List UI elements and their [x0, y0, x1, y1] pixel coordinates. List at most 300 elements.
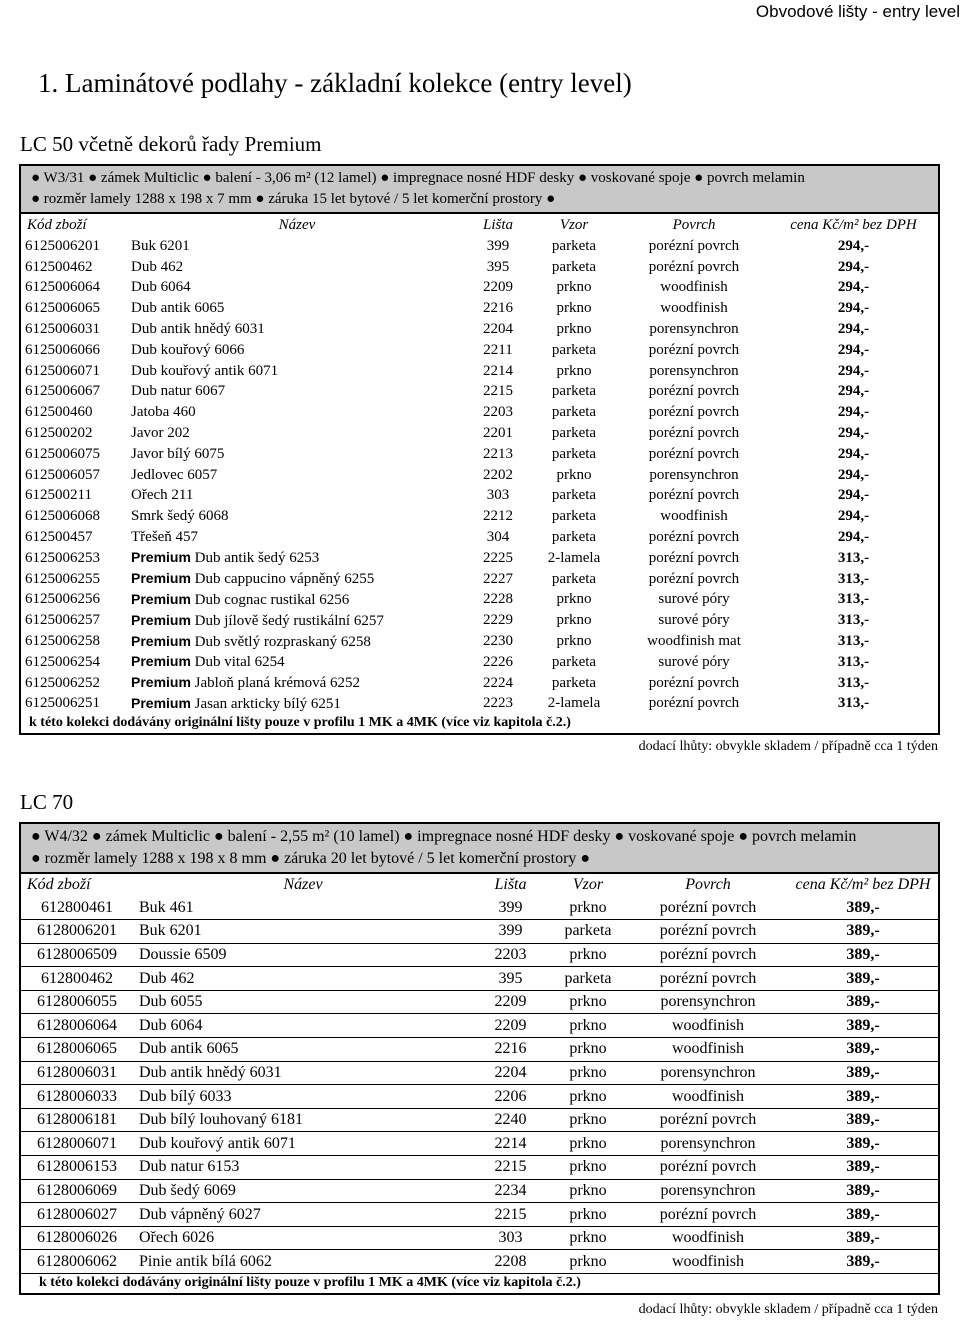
table-row	[21, 896, 938, 920]
product-surface: porézní povrch	[648, 383, 740, 400]
product-pattern: prkno	[548, 943, 628, 967]
product-code: 6128006181	[21, 1108, 133, 1132]
product-code: 6125006251	[25, 695, 100, 712]
product-name	[127, 506, 467, 527]
product-name-text: Dub antik šedý 6253	[190, 550, 320, 567]
product-code: 6128006033	[21, 1085, 133, 1109]
description-line: ● W4/32 ● zámek Multiclic ● balení - 2,55 m² (10 lamel) ● impregnace nosné HDF desky ● voskované spoje ● povrch melamin	[31, 828, 857, 845]
table-row	[21, 590, 938, 611]
product-lista: 2213	[483, 445, 513, 462]
product-name	[127, 652, 467, 673]
product-lista: 2224	[483, 674, 513, 691]
product-name-text: Dub antik hnědý 6031	[139, 1063, 282, 1081]
delivery-note: dodací lhůty: obvykle skladem / případně cca 1 týden	[638, 1302, 938, 1317]
premium-label: Premium	[131, 590, 191, 607]
product-name-text: Třešeň 457	[131, 529, 199, 546]
product-price: 313,-	[837, 549, 870, 566]
table-row	[21, 257, 938, 278]
product-lista: 2204	[483, 321, 513, 338]
product-pattern: parketa	[551, 674, 597, 691]
product-price: 313,-	[837, 633, 870, 650]
product-code: 6125006258	[25, 633, 100, 650]
header-price: cena Kč/m² bez DPH	[790, 216, 917, 233]
product-pattern: prkno	[556, 279, 592, 296]
product-lista: 303	[473, 1226, 548, 1250]
product-name-text: Jasan arkticky bílý 6251	[190, 695, 341, 712]
product-code: 6128006509	[21, 943, 133, 967]
table-row	[21, 1085, 938, 1109]
product-lista: 2202	[483, 466, 513, 483]
table-row	[21, 298, 938, 319]
product-pattern: parketa	[548, 967, 628, 991]
product-code: 612500211	[25, 487, 92, 504]
product-code: 6128006069	[21, 1179, 133, 1203]
product-pattern: parketa	[551, 425, 597, 442]
product-name-text: Dub 6064	[139, 1016, 203, 1034]
product-code: 6128006201	[21, 920, 133, 944]
product-code: 6125006252	[25, 674, 100, 691]
product-name	[133, 1226, 473, 1250]
product-name-text: Buk 6201	[131, 237, 190, 254]
product-price: 389,-	[788, 1226, 938, 1250]
product-pattern: parketa	[551, 570, 597, 587]
product-name	[127, 590, 467, 611]
product-surface: porézní povrch	[648, 695, 740, 712]
product-price: 294,-	[837, 300, 870, 317]
product-pattern: parketa	[551, 341, 597, 358]
page-header-right: Obvodové lišty - entry level	[755, 2, 960, 21]
header-price: cena Kč/m² bez DPH	[795, 876, 931, 893]
product-pattern: parketa	[551, 487, 597, 504]
product-block-lc70	[19, 822, 940, 1295]
table-row	[21, 382, 938, 403]
product-price: 294,-	[837, 487, 870, 504]
product-surface: porézní povrch	[648, 445, 740, 462]
product-pattern: parketa	[551, 404, 597, 421]
product-name	[127, 673, 467, 694]
product-name	[127, 423, 467, 444]
premium-label: Premium	[131, 694, 191, 711]
table-row	[21, 319, 938, 340]
product-name-text: Dub 6055	[139, 993, 203, 1011]
product-lista: 2234	[473, 1179, 548, 1203]
product-code: 6128006065	[21, 1038, 133, 1062]
table-row	[21, 673, 938, 694]
product-code: 6125006075	[25, 445, 100, 462]
product-name	[133, 1038, 473, 1062]
product-description	[21, 824, 938, 874]
product-name-text: Dub kouřový antik 6071	[139, 1134, 296, 1152]
header-name: Název	[278, 216, 316, 233]
table-row	[21, 694, 938, 715]
product-surface: surové póry	[658, 653, 730, 670]
product-surface: porézní povrch	[648, 341, 740, 358]
product-surface: porensynchron	[628, 1179, 788, 1203]
table-row	[21, 444, 938, 465]
product-name	[127, 569, 467, 590]
product-block-lc50	[19, 164, 940, 735]
premium-label: Premium	[131, 632, 191, 649]
product-code: 6128006031	[21, 1061, 133, 1085]
product-name-text: Dub natur 6153	[139, 1158, 240, 1176]
product-lista: 399	[473, 920, 548, 944]
product-name	[133, 920, 473, 944]
product-name-text: Dub 6064	[131, 279, 191, 296]
product-lista: 2227	[483, 570, 513, 587]
product-lista: 2208	[473, 1250, 548, 1274]
product-price: 294,-	[837, 508, 870, 525]
table-row	[21, 278, 938, 299]
product-name	[127, 527, 467, 548]
description-line: ● rozměr lamely 1288 x 198 x 7 mm ● záruka 15 let bytové / 5 let komerční prostory ●	[31, 191, 556, 207]
product-name-text: Dub antik hnědý 6031	[131, 321, 265, 338]
product-name	[127, 486, 467, 507]
product-name	[127, 548, 467, 569]
product-name-text: Jatoba 460	[131, 404, 196, 421]
product-surface: porézní povrch	[648, 570, 740, 587]
product-name	[127, 610, 467, 631]
product-name-text: Jabloň planá krémová 6252	[190, 675, 361, 692]
product-name-text: Ořech 6026	[139, 1229, 215, 1247]
product-code: 6128006026	[21, 1226, 133, 1250]
product-code: 612500462	[25, 258, 93, 275]
product-pattern: prkno	[556, 591, 592, 608]
table-row	[21, 652, 938, 673]
product-table	[21, 214, 938, 714]
table-row	[21, 920, 938, 944]
product-name-text: Dub kouřový 6066	[131, 341, 245, 358]
description-line: ● rozměr lamely 1288 x 198 x 8 mm ● záruka 20 let bytové / 5 let komerční prostory ●	[31, 850, 591, 867]
header-povrch: Povrch	[672, 216, 716, 233]
product-pattern: prkno	[548, 1156, 628, 1180]
product-surface: porézní povrch	[628, 896, 788, 920]
product-surface: woodfinish	[628, 1085, 788, 1109]
product-lista: 2209	[473, 1014, 548, 1038]
table-row	[21, 610, 938, 631]
product-lista: 2215	[473, 1203, 548, 1227]
product-surface: porézní povrch	[648, 529, 740, 546]
section-title-lc70: LC 70	[20, 790, 74, 814]
product-price: 389,-	[788, 1132, 938, 1156]
product-pattern: prkno	[548, 1108, 628, 1132]
product-price: 389,-	[788, 967, 938, 991]
product-surface: surové póry	[658, 612, 730, 629]
product-lista: 2214	[473, 1132, 548, 1156]
product-lista: 2230	[483, 633, 513, 650]
product-description	[21, 166, 938, 214]
product-price: 294,-	[837, 362, 870, 379]
product-name	[133, 1250, 473, 1274]
product-lista: 2228	[483, 591, 513, 608]
product-name-text: Javor 202	[131, 425, 190, 442]
product-code: 6125006067	[25, 383, 100, 400]
product-lista: 2206	[473, 1085, 548, 1109]
product-name	[127, 631, 467, 652]
premium-label: Premium	[131, 611, 191, 628]
product-pattern: parketa	[548, 920, 628, 944]
product-name-text: Dub cognac rustikal 6256	[190, 591, 350, 608]
product-price: 294,-	[837, 466, 870, 483]
product-price: 389,-	[788, 990, 938, 1014]
product-name	[133, 896, 473, 920]
product-name-text: Jedlovec 6057	[131, 466, 218, 483]
product-price: 389,-	[788, 1061, 938, 1085]
product-name	[133, 1156, 473, 1180]
product-lista: 2212	[483, 508, 513, 525]
product-name	[127, 465, 467, 486]
header-code: Kód zboží	[27, 876, 91, 893]
product-price: 313,-	[837, 612, 870, 629]
product-name	[127, 340, 467, 361]
premium-label: Premium	[131, 674, 191, 691]
product-price: 313,-	[837, 653, 870, 670]
product-surface: woodfinish	[628, 1038, 788, 1062]
product-surface: porensynchron	[649, 362, 739, 379]
table-row	[21, 486, 938, 507]
product-lista: 399	[486, 237, 510, 254]
product-lista: 2225	[483, 549, 513, 566]
product-name-text: Javor bílý 6075	[131, 445, 225, 462]
table-row	[21, 1156, 938, 1180]
product-surface: porézní povrch	[628, 1108, 788, 1132]
product-lista: 395	[486, 258, 510, 275]
product-name-text: Dub natur 6067	[131, 383, 226, 400]
product-pattern: parketa	[551, 445, 597, 462]
product-surface: woodfinish mat	[647, 633, 741, 650]
header-povrch: Povrch	[685, 876, 731, 893]
product-surface: woodfinish	[628, 1250, 788, 1274]
product-surface: woodfinish	[628, 1226, 788, 1250]
product-lista: 2211	[483, 341, 513, 358]
product-surface: porézní povrch	[648, 404, 740, 421]
product-lista: 2229	[483, 612, 513, 629]
product-code: 6125006031	[25, 321, 100, 338]
table-row	[21, 527, 938, 548]
product-surface: surové póry	[658, 591, 730, 608]
product-code: 6125006253	[25, 549, 100, 566]
product-surface: woodfinish	[660, 279, 728, 296]
product-code: 6128006062	[21, 1250, 133, 1274]
product-name-text: Dub bílý 6033	[139, 1087, 232, 1105]
header-name: Název	[283, 876, 323, 893]
product-code: 6125006071	[25, 362, 100, 379]
product-price: 294,-	[837, 279, 870, 296]
product-price: 294,-	[837, 341, 870, 358]
product-name-text: Dub jílově šedý rustikální 6257	[190, 612, 384, 629]
premium-label: Premium	[131, 653, 191, 670]
product-price: 389,-	[788, 943, 938, 967]
product-pattern: parketa	[551, 529, 597, 546]
product-surface: porézní povrch	[628, 1203, 788, 1227]
product-code: 6128006071	[21, 1132, 133, 1156]
product-name	[133, 1108, 473, 1132]
product-pattern: prkno	[548, 1085, 628, 1109]
product-pattern: parketa	[551, 383, 597, 400]
product-pattern: 2-lamela	[547, 549, 601, 566]
product-lista: 2215	[473, 1156, 548, 1180]
product-price: 313,-	[837, 570, 870, 587]
product-name	[127, 319, 467, 340]
product-surface: woodfinish	[628, 1014, 788, 1038]
product-price: 389,-	[788, 1203, 938, 1227]
product-lista: 304	[486, 529, 510, 546]
product-name-text: Dub cappucino vápněný 6255	[190, 571, 375, 588]
product-name	[133, 967, 473, 991]
product-name	[133, 1132, 473, 1156]
product-lista: 2226	[483, 653, 513, 670]
product-lista: 2209	[483, 279, 513, 296]
product-code: 6125006064	[25, 279, 100, 296]
product-price: 389,-	[788, 1014, 938, 1038]
table-row	[21, 1014, 938, 1038]
product-name-text: Dub vital 6254	[190, 654, 285, 671]
product-pattern: prkno	[548, 1014, 628, 1038]
header-vzor: Vzor	[559, 216, 589, 233]
product-code: 612500202	[25, 425, 93, 442]
table-header-row	[21, 214, 938, 236]
product-name	[127, 402, 467, 423]
product-lista: 2216	[473, 1038, 548, 1062]
table-row	[21, 1132, 938, 1156]
table-row	[21, 1108, 938, 1132]
product-name	[127, 298, 467, 319]
header-code: Kód zboží	[27, 216, 87, 233]
product-lista: 2203	[483, 404, 513, 421]
product-lista: 2240	[473, 1108, 548, 1132]
product-pattern: prkno	[556, 466, 592, 483]
product-surface: porensynchron	[649, 321, 739, 338]
product-lista: 2223	[483, 695, 513, 712]
table-row	[21, 361, 938, 382]
product-price: 389,-	[788, 1038, 938, 1062]
product-pattern: prkno	[556, 362, 592, 379]
product-lista: 399	[473, 896, 548, 920]
table-row	[21, 340, 938, 361]
product-lista: 395	[473, 967, 548, 991]
product-price: 313,-	[837, 695, 870, 712]
product-name	[127, 444, 467, 465]
product-surface: porensynchron	[628, 1061, 788, 1085]
collection-note: k této kolekci dodávány originální lišty pouze v profilu 1 MK a 4MK (více viz kapitola č.2.)	[29, 715, 571, 731]
product-surface: porézní povrch	[628, 967, 788, 991]
product-pattern: prkno	[548, 1226, 628, 1250]
header-vzor: Vzor	[572, 876, 604, 893]
product-name	[127, 278, 467, 299]
product-pattern: prkno	[548, 1179, 628, 1203]
premium-label: Premium	[131, 570, 191, 587]
collection-note: k této kolekci dodávány originální lišty pouze v profilu 1 MK a 4MK (více viz kapitola č.2.)	[39, 1275, 581, 1290]
product-name-text: Dub bílý louhovaný 6181	[139, 1111, 303, 1129]
description-line: ● W3/31 ● zámek Multiclic ● balení - 3,06 m² (12 lamel) ● impregnace nosné HDF desky ● voskované spoje ● povrch melamin	[31, 170, 805, 186]
header-lista: Lišta	[482, 216, 513, 233]
product-name	[133, 1085, 473, 1109]
product-price: 389,-	[788, 1108, 938, 1132]
product-code: 6125006065	[25, 300, 100, 317]
product-name-text: Buk 461	[139, 898, 194, 916]
product-name	[127, 257, 467, 278]
product-name-text: Buk 6201	[139, 922, 202, 940]
product-name	[133, 990, 473, 1014]
product-price: 294,-	[837, 383, 870, 400]
table-row	[21, 423, 938, 444]
product-surface: porensynchron	[628, 1132, 788, 1156]
product-name-text: Dub vápněný 6027	[139, 1205, 261, 1223]
product-surface: porensynchron	[649, 466, 739, 483]
table-row	[21, 1038, 938, 1062]
product-surface: porézní povrch	[648, 674, 740, 691]
product-code: 6128006027	[21, 1203, 133, 1227]
product-pattern: prkno	[548, 1203, 628, 1227]
product-surface: porézní povrch	[648, 237, 740, 254]
product-lista: 2203	[473, 943, 548, 967]
table-row	[21, 569, 938, 590]
product-pattern: prkno	[548, 1038, 628, 1062]
product-price: 389,-	[788, 920, 938, 944]
product-surface: porézní povrch	[628, 1156, 788, 1180]
product-name	[127, 361, 467, 382]
product-code: 6125006201	[25, 237, 100, 254]
product-surface: porézní povrch	[648, 549, 740, 566]
product-price: 389,-	[788, 1179, 938, 1203]
product-price: 294,-	[837, 425, 870, 442]
table-row	[21, 1203, 938, 1227]
product-price: 294,-	[837, 404, 870, 421]
product-code: 6125006057	[25, 466, 100, 483]
table-row	[21, 506, 938, 527]
product-price: 313,-	[837, 591, 870, 608]
product-name-text: Dub šedý 6069	[139, 1181, 236, 1199]
product-price: 389,-	[788, 1250, 938, 1274]
product-code: 6125006255	[25, 570, 100, 587]
product-code: 6125006066	[25, 341, 100, 358]
product-pattern: prkno	[548, 1132, 628, 1156]
product-name	[133, 1203, 473, 1227]
table-row	[21, 943, 938, 967]
header-lista: Lišta	[494, 876, 527, 893]
product-name-text: Pinie antik bílá 6062	[139, 1252, 272, 1270]
product-code: 6128006064	[21, 1014, 133, 1038]
product-price: 389,-	[788, 896, 938, 920]
table-row	[21, 465, 938, 486]
product-surface: woodfinish	[660, 508, 728, 525]
product-pattern: parketa	[551, 237, 597, 254]
section-title-lc50: LC 50 včetně dekorů řady Premium	[20, 132, 322, 156]
product-surface: porézní povrch	[648, 487, 740, 504]
product-price: 389,-	[788, 1156, 938, 1180]
product-price: 294,-	[837, 258, 870, 275]
product-code: 612800462	[21, 967, 133, 991]
product-pattern: prkno	[548, 1250, 628, 1274]
product-price: 313,-	[837, 674, 870, 691]
product-name-text: Dub 462	[131, 258, 184, 275]
product-code: 612500457	[25, 529, 93, 546]
table-row	[21, 548, 938, 569]
product-code: 6128006055	[21, 990, 133, 1014]
table-row	[21, 402, 938, 423]
product-surface: porézní povrch	[648, 425, 740, 442]
product-lista: 2209	[473, 990, 548, 1014]
product-price: 294,-	[837, 445, 870, 462]
product-price: 294,-	[837, 321, 870, 338]
product-name-text: Dub kouřový antik 6071	[131, 362, 279, 379]
product-price: 294,-	[837, 237, 870, 254]
product-lista: 303	[486, 487, 510, 504]
product-pattern: prkno	[548, 896, 628, 920]
product-lista: 2201	[483, 425, 513, 442]
product-pattern: parketa	[551, 653, 597, 670]
product-lista: 2214	[483, 362, 513, 379]
product-pattern: prkno	[556, 633, 592, 650]
